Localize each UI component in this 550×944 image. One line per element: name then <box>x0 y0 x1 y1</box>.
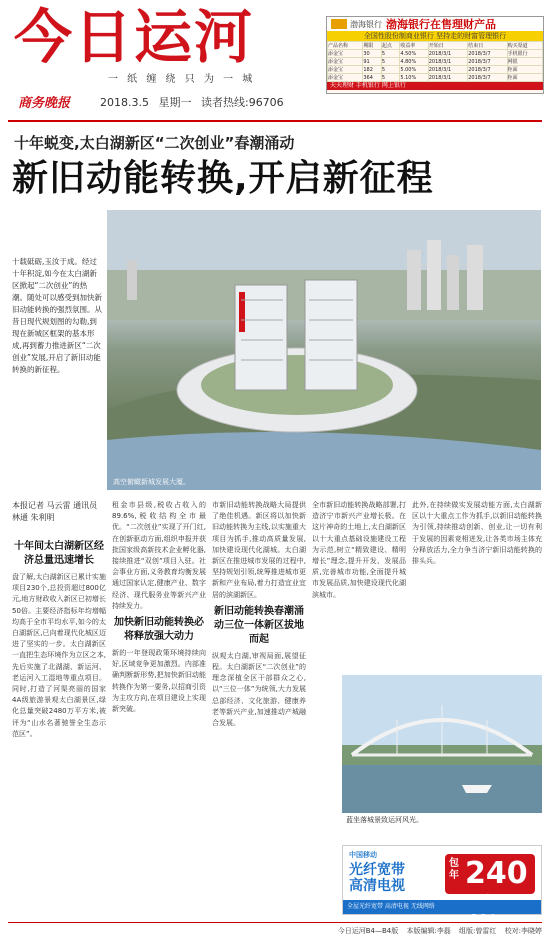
article-column-4 <box>312 500 406 670</box>
mobile-broadband-advertisement[interactable] <box>342 845 542 915</box>
bank-table-cell: 添金宝 <box>328 66 363 74</box>
column-1-text: 盘了解,太白湖新区已累计实施项目230个,总投资超过800亿元,地方财政收入新区已初增长50倍。主要经济指标年均增幅均高于全市平均水平,如今的太白湖新区,已向着现代化城区迈进了坚实的一步。太白湖新区一直把生态环境作为立区之本,先后实施了北湖湖、新运河、老运河入工湿地等重点项目。同时,打造了河渠亮丽的国家4A级旅游景观太白湖景区,绿化总量突破2480万平方米,被评为“山水名著驰誉全生态示范区”。 <box>12 573 106 738</box>
bank-table-cell: 结束日 <box>468 42 507 50</box>
footer-editor: 本版编辑:李磊 <box>406 927 451 935</box>
bank-table-cell: 柜面 <box>507 66 542 74</box>
bank-table-cell: 5 <box>381 74 400 82</box>
bank-table-cell: 产品名称 <box>328 42 363 50</box>
price-badge <box>445 854 535 894</box>
dateline <box>100 94 290 110</box>
bank-table-row <box>328 58 543 66</box>
column-3-text: 市新旧动能转换战略大局提供了绝佳机遇。新区将以加快新旧动能转换为主线,以实施重大项目为抓手,推动高质量发展,加快建设现代化湖城。太白湖新区在推进城市发展的过程中,坚持规划引领,统筹推进城市更新和产业布局,着力打造宜业宜居的滨湖新区。 <box>212 501 306 599</box>
bank-table-cell: 5.10% <box>400 74 428 82</box>
article-kicker: 十年蜕变,太白湖新区“二次创业”春潮涌动 <box>14 134 295 152</box>
subhead-economy-growth: 十年间太白湖新区经济总量迅速增长 <box>14 541 104 566</box>
bank-table-cell: 2018/3/1 <box>428 58 467 66</box>
column-3b-text: 纵观太白湖,审视局面,展望征程。太白湖新区“二次创业”的理念深植全区干部群众之心,以“三位一体”为统领,大力发展总部经济、文化旅游、健康养老等新兴产业,加速推动产城融合发展。 <box>212 651 306 728</box>
footer-designer: 组版:曾雷红 <box>459 927 497 935</box>
bank-table-cell: 添金宝 <box>328 74 363 82</box>
bank-table-cell: 2018/3/1 <box>428 66 467 74</box>
bank-table-cell: 收益率 <box>400 42 428 50</box>
bank-logo-icon <box>331 19 347 29</box>
aerial-photo-illustration <box>107 210 541 490</box>
china-mobile-logo: 中国移动 <box>349 851 377 859</box>
ad-line-tv: 高清电视 <box>349 878 405 894</box>
aerial-photo <box>107 210 541 490</box>
bank-table-cell: 2018/3/1 <box>428 50 467 58</box>
header-divider <box>8 120 542 122</box>
issue-date: 2018.3.5 <box>100 96 149 109</box>
canal-bridge-illustration <box>342 675 542 813</box>
issue-weekday: 星期一 <box>158 96 192 109</box>
reader-hotline: 读者热线:96706 <box>200 96 284 109</box>
bank-table-cell: 2018/3/7 <box>468 58 507 66</box>
article-headline: 新旧动能转换,开启新征程 <box>12 158 434 199</box>
bank-table-cell: 柜面 <box>507 74 542 82</box>
bank-table-cell: 网银 <box>507 58 542 66</box>
bank-table-cell: 2018/3/7 <box>468 66 507 74</box>
bank-table-cell: 4.80% <box>400 58 428 66</box>
bank-table-row <box>328 66 543 74</box>
bank-table-cell: 添金宝 <box>328 50 363 58</box>
bank-table-cell: 添金宝 <box>328 58 363 66</box>
bank-table-cell: 2018/3/7 <box>468 50 507 58</box>
bank-table-cell: 5.00% <box>400 66 428 74</box>
subhead-driving-force: 加快新旧动能转换必将释放强大动力 <box>114 617 204 643</box>
slogan: 一 纸 缠 绕 只 为 一 城 <box>108 74 256 85</box>
bank-ad-title: 渤海银行在售理财产品 <box>386 18 496 31</box>
footer-page: 今日运河B4—B4版 <box>337 927 399 935</box>
column-2b-text: 新的一年登现政策环境持续向好,区域竞争更加激烈。内部准确判断新形势,把加快新旧动能转换作为第一要务,以招商引资为主攻方向,在项目建设上实现新突破。 <box>112 649 206 714</box>
page-footer <box>8 922 542 936</box>
masthead <box>0 0 550 116</box>
article-column-5 <box>412 500 542 670</box>
subhead-new-district: 新旧动能转换春潮涌动三位一体新区拔地而起 <box>214 605 304 645</box>
bank-table-cell: 364 <box>363 74 382 82</box>
bank-table-row <box>328 74 543 82</box>
bank-table-cell: 2018/3/1 <box>428 74 467 82</box>
footer-proof: 校对:李晓婷 <box>504 927 542 935</box>
bank-table-cell: 期限 <box>363 42 382 50</box>
bank-table-row <box>328 42 543 50</box>
bank-table-cell: 5 <box>381 58 400 66</box>
canal-bridge-caption: 蓝坐落城景致运河风光。 <box>346 816 423 824</box>
article-column-1 <box>12 536 106 918</box>
bank-table-cell: 5 <box>381 66 400 74</box>
bank-table-row <box>328 50 543 58</box>
bank-table-cell: 开始日 <box>428 42 467 50</box>
price-period: 包年 <box>449 858 459 881</box>
bank-product-table <box>327 41 543 82</box>
newspaper-logo: 今日运河 <box>14 3 255 71</box>
price-value: 240 <box>465 856 528 891</box>
ad-mobile-footer: 全屋光纤宽带 高清电视 无线网络 <box>343 900 541 914</box>
bank-table-cell: 182 <box>363 66 382 74</box>
article-column-3 <box>212 500 306 918</box>
column-2-text: 租金市县级,税收占收入的89.6%,税收结构全市最优。“二次创业”实现了开门红,在创新驱动方面,组织申报并获批国家级高新技术企业孵化器,接续推进“双创”项目入驻。社会事业方面,义务教育均衡发展通过国家认定,健康产业、数字经济、现代服务业等新兴产业持续发力。 <box>112 501 206 610</box>
article-byline: 本报记者 马云雷 通讯员 林通 朱利明 <box>12 501 98 522</box>
bank-table-cell: 起点 <box>381 42 400 50</box>
bank-table-cell: 购买渠道 <box>507 42 542 50</box>
column-4-text: 全市新旧动能转换战略部署,打造济宁市新兴产业增长极。在这片神奇的土地上,太白湖新区以十大重点基础设施建设工程为示范,树立“精致建设、精明增长”理念,提升开发、发展品质,完善城市功能,全面提升城市发展品质,加快建设现代化湖滨城市。 <box>312 501 406 599</box>
article-intro: 十载砥砺,玉汝于成。经过十年积淀,如今在太白湖新区掀起“二次创业”的热潮。随处可以感受到加快新旧动能转换的强烈氛围。从昔日现代规划图的勾勒,到现在新城区框架的基本形成,再到蓄力推进新区“二次创业”发展,开启了新旧动能转换的新征程。 <box>12 257 102 374</box>
bank-name: 渤海银行 <box>350 19 382 29</box>
bank-table-cell: 手机银行 <box>507 50 542 58</box>
paper-name: 商务晚报 <box>18 96 71 111</box>
aerial-photo-caption: 高空俯瞰新城发展大厦。 <box>113 478 190 486</box>
column-5-text: 此外,在持续做实发展动能方面,太白湖新区以十大重点工作为抓手,以新旧动能转换为引领,持续推动创新、创业,让一切有利于发展的因素竞相迸发,让各类市场主体充分释放活力,全力争当济宁新旧动能转换的排头兵。 <box>412 501 542 566</box>
bank-ad-header <box>327 17 543 31</box>
bank-table-cell: 2018/3/7 <box>468 74 507 82</box>
bank-table-cell: 30 <box>363 50 382 58</box>
bank-table-cell: 91 <box>363 58 382 66</box>
bank-table-cell: 4.50% <box>400 50 428 58</box>
canal-bridge-photo <box>342 675 542 813</box>
bank-table-cell: 5 <box>381 50 400 58</box>
article-column-2 <box>112 500 206 918</box>
ad-line-fiber: 光纤宽带 <box>349 862 405 878</box>
bank-ad-subtitle: 全国性股份制商业银行 坚持走的财富管理银行 <box>327 31 543 41</box>
bank-ad-footer: 天天理财 手机银行 网上银行 <box>327 82 543 90</box>
bank-advertisement[interactable] <box>326 16 544 94</box>
